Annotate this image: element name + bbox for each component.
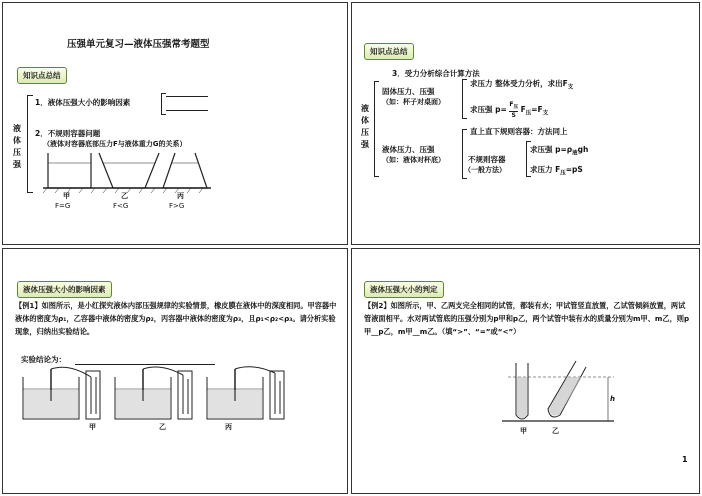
solid-pressure-tail: F	[520, 105, 526, 115]
liquid-sub: （如：液体对杯底）	[382, 156, 445, 164]
slide3-example: 【例1】如图所示，是小红探究液体内部压强规律的实验情景，橡皮膜在液体中的深度相同。甲容器中液体的密度为ρ₁，乙容器中液体的密度为ρ₂，丙容器中液体的密度为ρ₃，且ρ₁<ρ₂<ρ₃。请分析实验现象，归纳出实验结论。	[15, 301, 337, 336]
liquid-force-sub: 压	[560, 170, 566, 177]
solid-label: 固体压力、压强	[382, 87, 435, 96]
solid-pressure-text: 求压强 p=	[470, 105, 507, 115]
slide1-badge: 知识点总结	[17, 67, 67, 84]
test-tube-diagram	[352, 249, 701, 495]
irregular-sub: （一般方法）	[464, 166, 506, 174]
slide1-side-label: 液体压强	[13, 124, 21, 169]
liquid-pressure	[530, 145, 588, 157]
page-number: 1	[682, 455, 688, 464]
tube-yi-label: 乙	[552, 427, 559, 435]
height-h-label: h	[610, 395, 615, 403]
fraction-numerator-sub: 压	[513, 105, 518, 111]
liquid-label: 液体压力、压强	[382, 145, 435, 154]
tube-jia-label: 甲	[520, 427, 527, 435]
slide-2	[351, 2, 700, 245]
container-jia-label: 甲	[63, 192, 70, 200]
solid-brace	[462, 79, 467, 119]
slide4-badge: 液体压强大小的判定	[364, 281, 444, 298]
slide2-item3: 3．受力分析综合计算方法	[392, 69, 480, 78]
liquid-pressure-text: 求压强 p=ρ	[530, 145, 573, 154]
container-jia-relation: F=G	[55, 202, 71, 210]
slide-4	[351, 248, 700, 494]
slide3-conclusion: 实验结论为：	[21, 355, 66, 364]
slide3-badge: 液体压强大小的影响因素	[17, 281, 112, 298]
container-bing-label: 丙	[177, 192, 184, 200]
solid-pressure	[470, 101, 548, 119]
liquid-pressure-sub: 液	[572, 150, 578, 157]
solid-force-sub: 支	[567, 84, 574, 91]
experiment-diagram	[3, 249, 349, 495]
solid-pressure-fraction	[509, 101, 518, 119]
slide-3	[2, 248, 348, 494]
liquid-pressure-tail: gh	[577, 145, 589, 154]
slide1-title: 压强单元复习—液体压强常考题型	[67, 39, 210, 50]
solid-sub: （如：杯子对桌面）	[382, 98, 445, 106]
slide4-example: 【例2】如图所示，甲、乙两支完全相同的试管，都装有水；甲试管竖直放置，乙试管倾斜放置，两试管液面相平。水对两试管底的压强分别为p甲和p乙，两个试管中装有水的质量分别为m甲、m乙，则p甲__p乙，m甲__m乙。（填“>”、“=”或“<”）	[364, 301, 690, 336]
fraction-denominator: S	[511, 112, 516, 120]
slide2-badge: 知识点总结	[364, 43, 414, 60]
container-yi-relation: F<G	[113, 202, 129, 210]
solid-force	[470, 79, 573, 91]
slide1-item2: 2．不规则容器问题	[35, 129, 101, 138]
slide2-main-brace	[374, 81, 379, 177]
solid-pressure-eq-sub: 支	[542, 110, 549, 117]
container-bing-relation: F>G	[169, 202, 185, 210]
beaker-jia-label: 甲	[89, 423, 96, 431]
slide1-item1: 1．液体压强大小的影响因素	[35, 98, 131, 107]
slide1-item2-sub: （液体对容器底部压力F与液体重力G的关系）	[43, 140, 187, 148]
slide-1	[2, 2, 348, 245]
solid-force-text: 求压力 整体受力分析，求出F	[470, 79, 568, 88]
beaker-bing-label: 丙	[225, 423, 232, 431]
liquid-force-text: 求压力 F	[530, 165, 561, 174]
container-yi-label: 乙	[121, 192, 128, 200]
liquid-force	[530, 165, 583, 177]
fraction-numerator: F	[509, 101, 514, 108]
liquid-force-tail: =pS	[565, 165, 583, 174]
regular-container: 直上直下规则容器：方法同上	[470, 127, 568, 136]
solid-pressure-tail-sub: 压	[525, 110, 532, 117]
irregular-container: 不规则容器	[468, 155, 506, 164]
beaker-yi-label: 乙	[159, 423, 166, 431]
slide2-side-label: 液体压强	[361, 104, 369, 149]
solid-pressure-eq: =F	[531, 105, 543, 115]
